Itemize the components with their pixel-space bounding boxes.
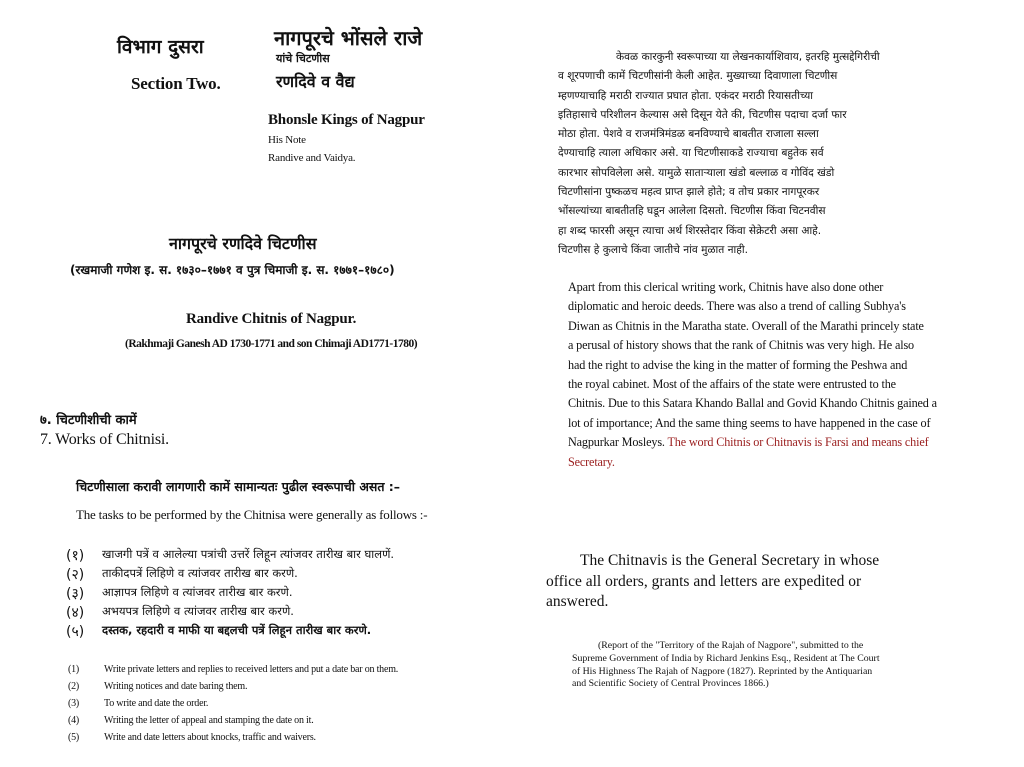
paragraph-line: केवळ कारकुनी स्वरूपाच्या या लेखनकार्याशिवाय, इतरहि मुत्सद्देगिरीची xyxy=(616,51,880,63)
paragraph-line: lot of importance; And the same thing seems to have happened in the case of xyxy=(568,415,931,430)
list-item-text: To write and date the order. xyxy=(104,698,209,709)
citation-line: and Scientific Society of Central Provinces 1866.) xyxy=(572,678,769,690)
paragraph-line xyxy=(568,433,937,452)
paragraph-line: had the right to advise the king in the matter of forming the Peshwa and xyxy=(568,357,908,372)
document-note-english: His Note xyxy=(268,134,306,146)
document-note-marathi: यांचे चिटणीस xyxy=(276,52,330,65)
paragraph-line: भोंसल्यांच्या बाबतीतहि घडून आलेला दिसतो. चिटणीस किंवा चिटनवीस xyxy=(558,205,826,218)
quote-line: office all orders, grants and letters are expedited or xyxy=(546,572,862,590)
list-item-number: (1) xyxy=(68,664,80,675)
paragraph-line: कारभार सोपविलेला असे. यामुळे साताऱ्याला खंडो बल्लाळ व गोविंद खंडो xyxy=(558,166,835,179)
chapter-subheading-english: (Rakhmaji Ganesh AD 1730-1771 and son Chimaji AD1771-1780) xyxy=(125,338,418,350)
chapter-subheading-marathi: (रखमाजी गणेश इ. स. १७३०–१७७१ व पुत्र चिमाजी इ. स. १७७१–१७८०) xyxy=(70,263,395,277)
list-item-text: Writing notices and date baring them. xyxy=(104,681,248,692)
paragraph-line: diplomatic and heroic deeds. There was also a trend of calling Subhya's xyxy=(568,299,906,314)
chapter-heading-english: Randive Chitnis of Nagpur. xyxy=(186,311,357,327)
list-item-number: (३) xyxy=(66,586,85,602)
paragraph-line: म्हणण्याचाहि मराठी राज्यात प्रघात होता. एकंदर मराठी रियासतीच्या xyxy=(558,89,814,102)
paragraph-line: Chitnis. Due to this Satara Khando Ballal and Govid Khando Chitnis gained a xyxy=(568,396,937,411)
paragraph-line: the royal cabinet. Most of the affairs of the state were entrusted to the xyxy=(568,377,896,392)
section-heading-english: Section Two. xyxy=(131,74,221,93)
list-item-number: (१) xyxy=(66,548,85,564)
section-heading-marathi: विभाग दुसरा xyxy=(117,36,204,58)
paragraph-line: Diwan as Chitnis in the Maratha state. Overall of the Marathi princely state xyxy=(568,318,924,333)
paragraph-line: चिटणीस हे कुलाचे किंवा जातीचे नांव मुळात नाही. xyxy=(558,243,749,256)
section7-heading-english: 7. Works of Chitnisi. xyxy=(40,431,169,448)
paragraph-line: Apart from this clerical writing work, Chitnis have also done other xyxy=(568,280,884,294)
paragraph-line: a perusal of history shows that the rank of Chitnis was very high. He also xyxy=(568,338,914,353)
paragraph-line: मोठा होता. पेशवे व राजमंत्रिमंडळ बनविण्याचे बाबतीत राजाला सल्ला xyxy=(558,128,819,141)
list-item-text: आज्ञापत्र लिहिणे व त्यांजवर तारीख बार करणे. xyxy=(102,585,293,599)
citation-block xyxy=(572,640,880,691)
paragraph-text: Nagpurkar Mosleys. xyxy=(568,435,665,450)
list-item-text: दस्तक, रहदारी व माफी या बद्दलची पत्रें लिहून तारीख बार करणे. xyxy=(102,623,372,637)
citation-line: (Report of the "Territory of the Rajah of Nagpore", submitted to the xyxy=(598,640,864,651)
list-item-number: (3) xyxy=(68,698,80,709)
quote-block xyxy=(546,551,879,613)
quote-line: answered. xyxy=(546,593,609,610)
document-title-marathi: नागपूरचे भोंसले राजे xyxy=(274,26,423,50)
list-item-text: Write and date letters about knocks, traffic and waivers. xyxy=(104,732,316,743)
paragraph-line: देण्याचाहि त्याला अधिकार असे. या चिटणीसाकडे राज्याचा बहुतेक सर्व xyxy=(558,147,824,160)
list-item-text: Write private letters and replies to received letters and put a date bar on them. xyxy=(104,664,399,675)
list-item-text: ताकीदपत्रें लिहिणे व त्यांजवर तारीख बार करणे. xyxy=(102,566,298,580)
paragraph-line: चिटणीसांना पुष्कळच महत्व प्राप्त झाले होते; व तोच प्रकार नागपूरकर xyxy=(558,186,820,199)
chapter-heading-marathi: नागपूरचे रणदिवे चिटणीस xyxy=(169,234,317,253)
quote-line: The Chitnavis is the General Secretary in whose xyxy=(580,552,880,569)
list-item-text: Writing the letter of appeal and stamping the date on it. xyxy=(104,715,314,726)
paragraph-line: व शूरपणाची कामें चिटणीसांनी केली आहेत. मुख्याच्या दिवाणाला चिटणीस xyxy=(558,70,838,83)
tasks-intro-english: The tasks to be performed by the Chitnisa were generally as follows :- xyxy=(76,507,428,522)
document-title-english: Bhonsle Kings of Nagpur xyxy=(268,112,425,128)
list-item-number: (5) xyxy=(68,732,80,743)
list-item-number: (५) xyxy=(66,624,85,640)
list-item-number: (२) xyxy=(66,567,85,583)
list-item-number: (४) xyxy=(66,605,85,621)
english-paragraph xyxy=(568,278,937,472)
section7-heading-marathi: ७. चिटणीशीची कामें xyxy=(40,413,137,428)
list-item-text: अभयपत्र लिहिणे व त्यांजवर तारीख बार करणे. xyxy=(102,604,294,618)
citation-line: Supreme Government of India by Richard Jenkins Esq., Resident at The Court xyxy=(572,652,880,664)
highlighted-definition-tail: Secretary. xyxy=(568,454,615,469)
document-authors-marathi: रणदिवे व वैद्य xyxy=(276,72,355,91)
citation-line: of His Highness The Rajah of Nagpore (1827). Reprinted by the Antiquarian xyxy=(572,665,873,677)
list-item-number: (2) xyxy=(68,681,80,692)
marathi-paragraph xyxy=(558,48,880,260)
document-authors-english: Randive and Vaidya. xyxy=(268,152,356,164)
tasks-intro-marathi: चिटणीसाला करावी लागणारी कामें सामान्यतः पुढील स्वरूपाची असत :– xyxy=(76,479,401,494)
paragraph-line: हा शब्द फारसी असून त्याचा अर्थ शिरस्तेदार किंवा सेक्रेटरी असा आहे. xyxy=(558,224,822,237)
paragraph-line: इतिहासाचे परिशीलन केल्यास असे दिसून येते की, चिटणीस पदाचा दर्जा फार xyxy=(558,108,847,121)
list-item-text: खाजगी पत्रें व आलेल्या पत्रांची उत्तरें लिहून त्यांजवर तारीख बार घालणें. xyxy=(102,547,395,561)
list-item-number: (4) xyxy=(68,715,80,726)
highlighted-definition: The word Chitnis or Chitnavis is Farsi and means chief xyxy=(667,435,929,450)
